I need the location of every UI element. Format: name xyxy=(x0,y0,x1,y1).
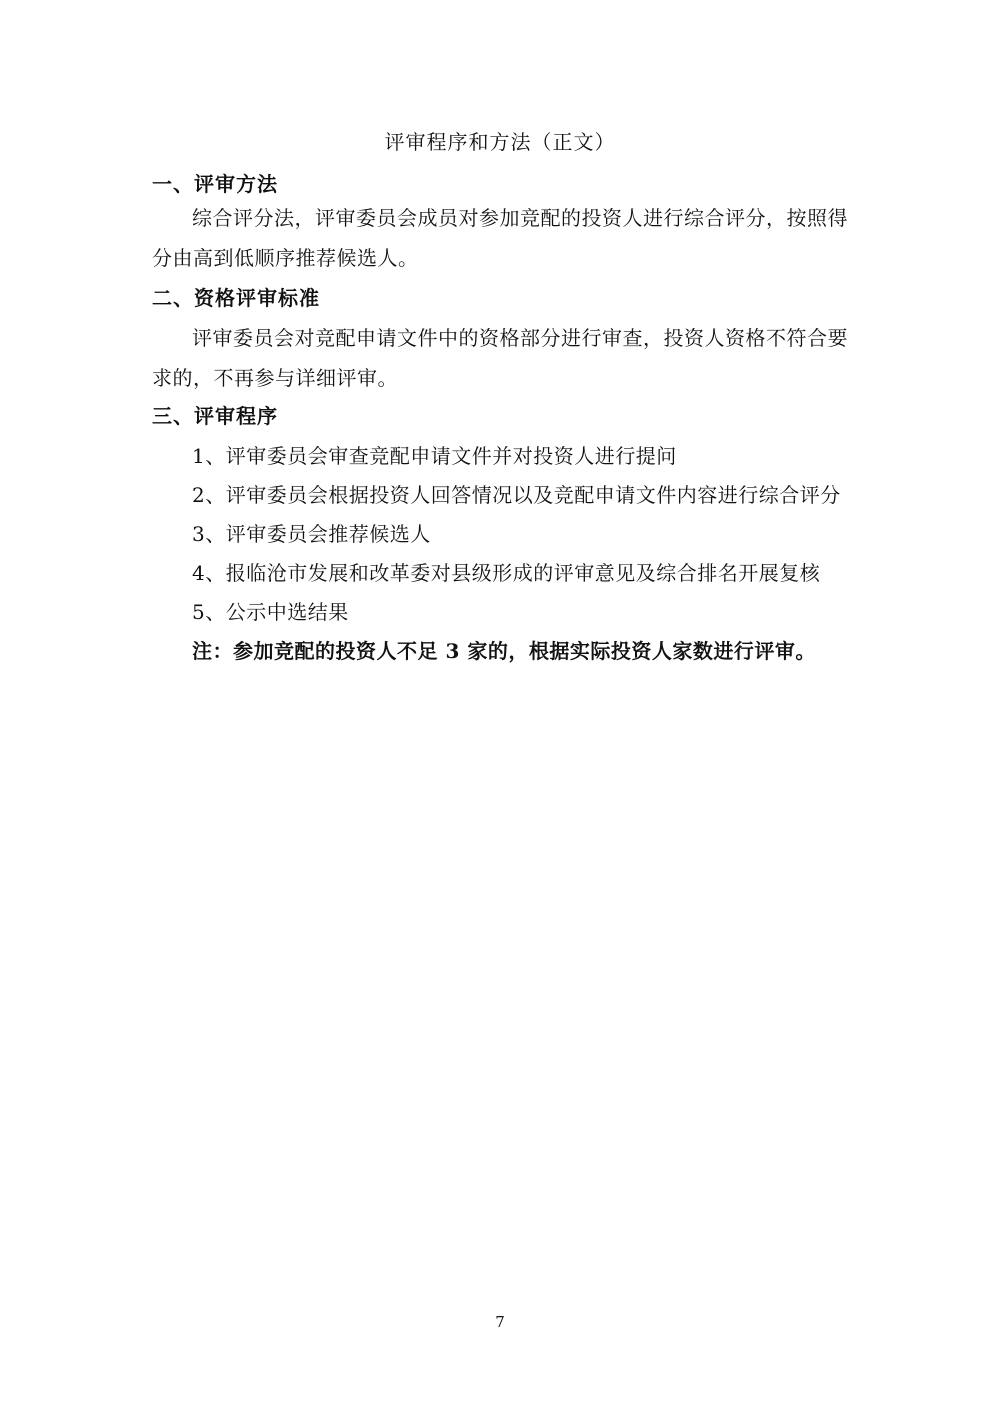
procedure-item-3: 3、评审委员会推荐候选人 xyxy=(192,522,431,546)
section-paragraph-qualification-standard: 评审委员会对竞配申请文件中的资格部分进行审查，投资人资格不符合要求的，不再参与详细评审。 xyxy=(152,326,848,390)
page-number: 7 xyxy=(495,1313,505,1331)
procedure-item-5: 5、公示中选结果 xyxy=(192,600,349,624)
section-heading-qualification-standard: 二、资格评审标准 xyxy=(152,286,320,310)
section-heading-review-procedure: 三、评审程序 xyxy=(152,404,278,428)
page-title: 评审程序和方法（正文） xyxy=(384,130,616,154)
procedure-item-4: 4、报临沧市发展和改革委对县级形成的评审意见及综合排名开展复核 xyxy=(192,561,821,585)
procedure-item-1: 1、评审委员会审查竞配申请文件并对投资人进行提问 xyxy=(192,444,677,468)
section-paragraph-review-method: 综合评分法，评审委员会成员对参加竞配的投资人进行综合评分，按照得分由高到低顺序推荐候选人。 xyxy=(152,206,848,270)
procedure-note: 注：参加竞配的投资人不足 3 家的，根据实际投资人家数进行评审。 xyxy=(192,639,816,663)
section-heading-review-method: 一、评审方法 xyxy=(152,172,278,196)
procedure-item-2: 2、评审委员会根据投资人回答情况以及竞配申请文件内容进行综合评分 xyxy=(192,483,841,507)
